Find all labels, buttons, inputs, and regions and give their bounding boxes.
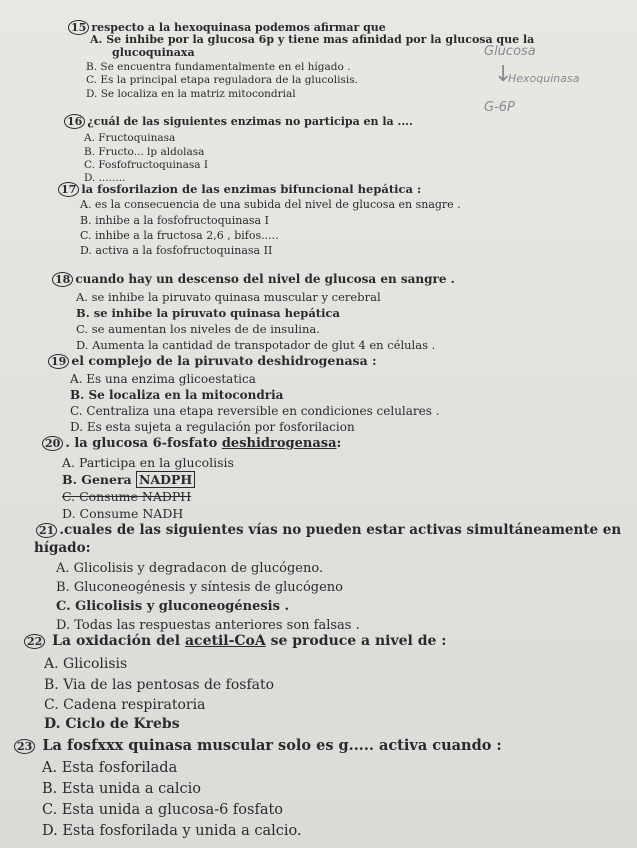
option-20c — [62, 489, 191, 505]
option-20c-text: C. Consume NADPH — [62, 489, 192, 504]
option-23d: D. Esta fosforilada y unida a calcio. — [42, 823, 302, 839]
option-23b: B. Esta unida a calcio — [42, 781, 201, 797]
option-20b-label: B. Genera — [62, 472, 132, 487]
option-15d: D. Se localiza en la matriz mitocondrial — [86, 88, 296, 100]
question-18 — [52, 272, 455, 287]
question-number: 22 — [24, 634, 45, 649]
option-15a: A. Se inhibe por la glucosa 6p y tiene mas afinidad por la glucosa que la — [90, 33, 535, 46]
question-stem: La fosfxxx quinasa muscular solo es g..... activa cuando : — [37, 737, 502, 754]
option-17d: D. activa a la fosfofructoquinasa II — [80, 244, 273, 257]
option-21d: D. Todas las respuestas anteriores son falsas . — [56, 618, 360, 633]
question-stem-prefix: . la glucosa 6-fosfato — [65, 436, 222, 451]
option-16b: B. Fructo... lp aldolasa — [84, 146, 205, 158]
option-16c: C. Fosfofructoquinasa I — [84, 159, 209, 171]
option-17b: B. inhibe a la fosfofructoquinasa I — [80, 214, 269, 227]
question-16 — [64, 114, 413, 129]
option-19c: C. Centraliza una etapa reversible en condiciones celulares . — [70, 404, 440, 418]
option-19d: D. Es esta sujeta a regulación por fosforilacion — [70, 420, 355, 434]
option-16d: D. ........ — [84, 172, 126, 184]
question-stem: respecto a la hexoquinasa podemos afirmar que — [91, 21, 386, 34]
option-21b: B. Gluconeogénesis y síntesis de glucógeno — [56, 580, 343, 595]
question-stem-underlined: deshidrogenasa — [221, 436, 337, 451]
option-18d: D. Aumenta la cantidad de transpotador de glut 4 en células . — [76, 338, 436, 352]
option-17a: A. es la consecuencia de una subida del nivel de glucosa en snagre . — [80, 198, 461, 211]
option-16a: A. Fructoquinasa — [84, 132, 176, 144]
option-20b — [62, 472, 195, 488]
question-number: 20 — [42, 436, 63, 451]
option-15c: C. Es la principal etapa reguladora de la glucolisis. — [86, 74, 358, 86]
option-18a: A. se inhibe la piruvato quinasa muscular y cerebral — [76, 290, 381, 304]
question-number: 16 — [64, 114, 85, 129]
option-15b: B. Se encuentra fundamentalmente en el hígado . — [86, 61, 351, 73]
option-22d: D. Ciclo de Krebs — [44, 716, 180, 732]
question-20 — [42, 436, 341, 452]
question-stem-suffix: : — [336, 436, 342, 451]
question-stem-prefix: La oxidación del — [47, 633, 185, 649]
option-20a: A. Participa en la glucolisis — [62, 455, 234, 470]
question-21 — [36, 522, 621, 539]
option-20d: D. Consume NADH — [62, 506, 184, 521]
handwritten-glucosa: Glucosa — [484, 44, 536, 59]
question-21-stem-cont: hígado: — [34, 540, 91, 556]
question-stem-suffix: se produce a nivel de : — [265, 633, 447, 649]
question-number: 21 — [36, 523, 57, 538]
handwritten-hexoquinasa: Hexoquinasa — [508, 72, 580, 85]
option-21c: C. Glicolisis y gluconeogénesis . — [56, 599, 289, 614]
nadph-box: NADPH — [136, 471, 195, 488]
option-17c: C. inhibe a la fructosa 2,6 , bifos..... — [80, 229, 279, 242]
question-22 — [24, 632, 446, 650]
option-19b: B. Se localiza en la mitocondria — [70, 388, 284, 402]
option-18c: C. se aumentan los niveles de de insulina. — [76, 322, 320, 336]
question-number: 23 — [14, 739, 35, 754]
question-number: 17 — [58, 182, 79, 197]
question-23 — [14, 736, 502, 756]
question-stem-underlined: acetil-CoA — [184, 633, 266, 649]
option-21a: A. Glicolisis y degradacon de glucógeno. — [56, 561, 324, 576]
question-stem: .cuales de las siguientes vías no pueden estar activas simultáneamente en — [59, 522, 622, 538]
question-stem: el complejo de la piruvato deshidrogenasa : — [71, 353, 377, 368]
option-22a: A. Glicolisis — [44, 656, 128, 672]
option-23c: C. Esta unida a glucosa-6 fosfato — [42, 802, 284, 818]
question-number: 19 — [48, 354, 69, 369]
option-22c: C. Cadena respiratoria — [44, 697, 206, 713]
question-stem: ¿cuál de las siguientes enzimas no participa en la .... — [87, 115, 413, 128]
question-number: 18 — [52, 272, 73, 287]
question-stem: la fosforilazion de las enzimas bifuncional hepática : — [81, 182, 422, 196]
question-17 — [58, 182, 421, 197]
handwritten-arrow-icon: ↓ — [494, 62, 513, 87]
option-18b: B. se inhibe la piruvato quinasa hepática — [76, 306, 340, 320]
question-stem: cuando hay un descenso del nivel de glucosa en sangre . — [75, 272, 455, 286]
question-number: 15 — [68, 20, 89, 35]
handwritten-g6p: G-6P — [484, 100, 515, 115]
option-22b: B. Via de las pentosas de fosfato — [44, 677, 275, 693]
question-19 — [48, 354, 377, 369]
option-15a-cont: glucoquinaxa — [112, 46, 195, 59]
option-19a: A. Es una enzima glicoestatica — [70, 372, 256, 386]
option-23a: A. Esta fosforilada — [42, 760, 178, 776]
